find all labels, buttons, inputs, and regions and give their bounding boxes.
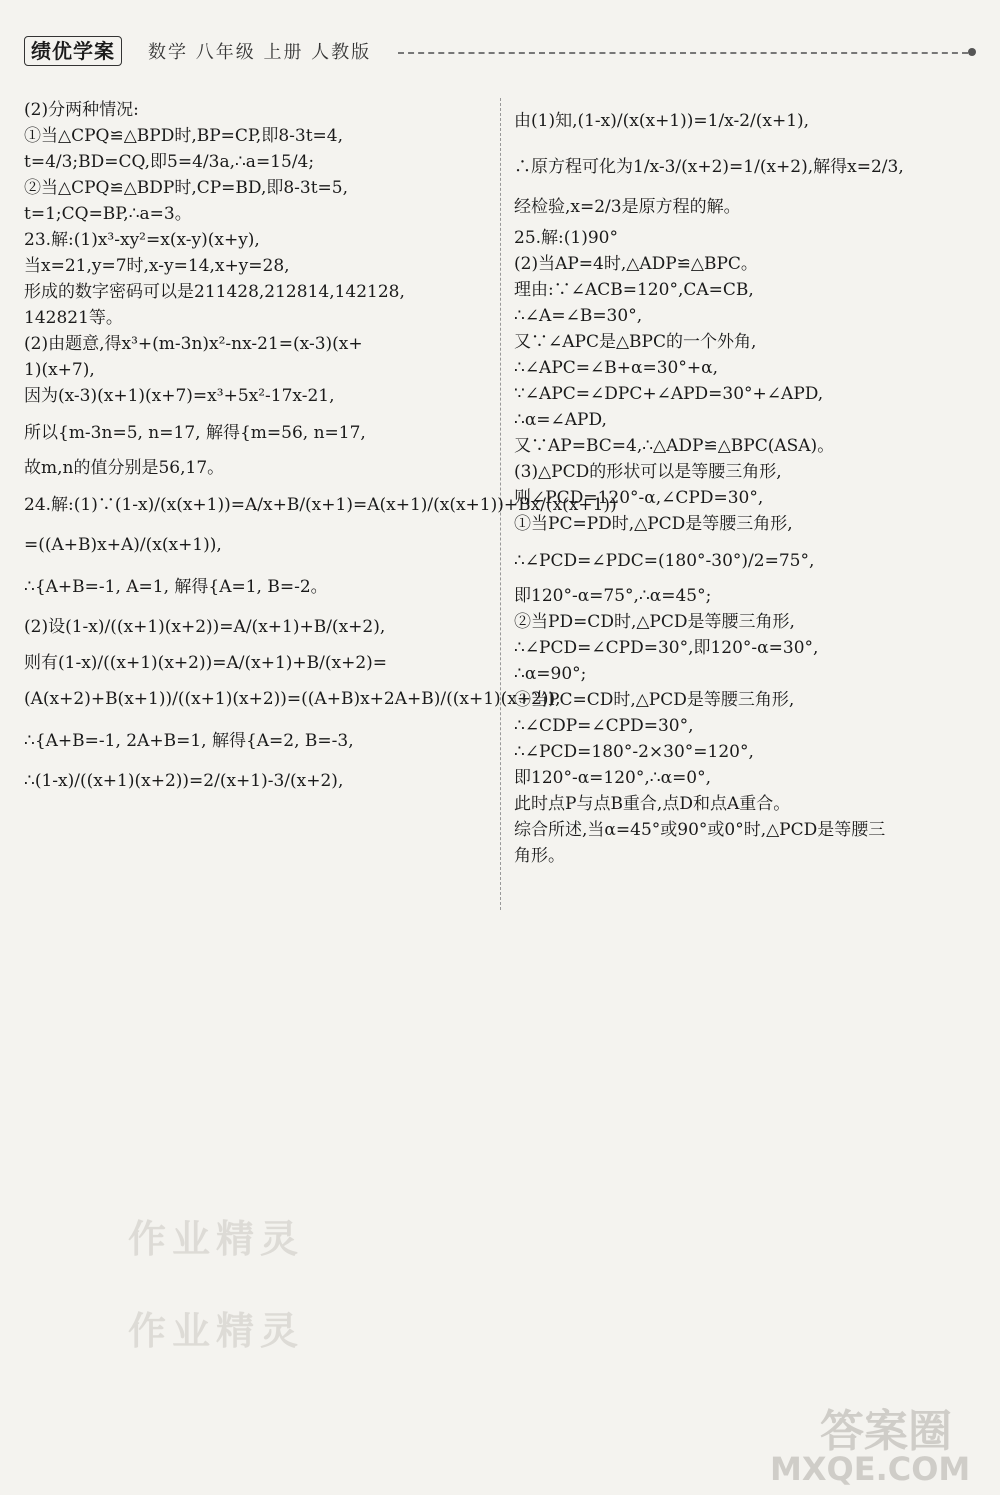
text-line: 当x=21,y=7时,x-y=14,x+y=28, bbox=[24, 256, 290, 276]
header-dot bbox=[968, 48, 976, 56]
watermark-text: 作业精灵 bbox=[128, 1216, 305, 1261]
text-line: ①当PC=PD时,△PCD是等腰三角形, bbox=[514, 514, 793, 534]
watermark-url: MXQE.COM bbox=[770, 1450, 971, 1488]
text-line: 经检验,x=2/3是原方程的解。 bbox=[514, 197, 741, 217]
page-header bbox=[0, 0, 1000, 70]
text-line: t=1;CQ=BP,∴a=3。 bbox=[24, 204, 192, 224]
text-line: 又∵AP=BC=4,∴△ADP≌△BPC(ASA)。 bbox=[514, 436, 835, 456]
text-line: ∴(1-x)/((x+1)(x+2))=2/(x+1)-3/(x+2), bbox=[24, 771, 344, 791]
text-line: 142821等。 bbox=[24, 308, 123, 328]
text-line: ∴∠PCD=∠PDC=(180°-30°)/2=75°, bbox=[514, 551, 815, 571]
text-line: ∴α=∠APD, bbox=[514, 410, 607, 430]
text-line: ∴∠PCD=∠CPD=30°,即120°-α=30°, bbox=[514, 638, 819, 658]
text-line: ∴∠APC=∠B+α=30°+α, bbox=[514, 358, 718, 378]
text-line: (2)设(1-x)/((x+1)(x+2))=A/(x+1)+B/(x+2), bbox=[24, 617, 386, 637]
text-line: 由(1)知,(1-x)/(x(x+1))=1/x-2/(x+1), bbox=[514, 111, 810, 131]
text-line: ∴α=90°; bbox=[514, 664, 587, 684]
text-line: 形成的数字密码可以是211428,212814,142128, bbox=[24, 282, 405, 302]
right-column bbox=[514, 98, 984, 870]
text-line: t=4/3;BD=CQ,即5=4/3a,∴a=15/4; bbox=[24, 152, 315, 172]
text-line: 角形。 bbox=[514, 846, 565, 866]
text-line: ∵∠APC=∠DPC+∠APD=30°+∠APD, bbox=[514, 384, 824, 404]
text-line: (2)分两种情况: bbox=[24, 100, 139, 120]
text-line: (A(x+2)+B(x+1))/((x+1)(x+2))=((A+B)x+2A+B)/((x+1)(x+2)), bbox=[24, 689, 561, 709]
subject-info: 数学 八年级 上册 人教版 bbox=[148, 42, 372, 63]
brand-label: 绩优学案 bbox=[24, 36, 122, 66]
watermark-text: 作业精灵 bbox=[128, 1308, 305, 1353]
text-line: (2)当AP=4时,△ADP≌△BPC。 bbox=[514, 254, 758, 274]
header-dashed-rule bbox=[398, 52, 968, 54]
text-line: ①当△CPQ≌△BPD时,BP=CP,即8-3t=4, bbox=[24, 126, 343, 146]
text-line: (3)△PCD的形状可以是等腰三角形, bbox=[514, 462, 782, 482]
text-line: ∴∠A=∠B=30°, bbox=[514, 306, 643, 326]
text-line: 因为(x-3)(x+1)(x+7)=x³+5x²-17x-21, bbox=[24, 386, 335, 406]
text-line: ②当PD=CD时,△PCD是等腰三角形, bbox=[514, 612, 795, 632]
text-line: ②当△CPQ≌△BDP时,CP=BD,即8-3t=5, bbox=[24, 178, 349, 198]
text-line: 23.解:(1)x³-xy²=x(x-y)(x+y), bbox=[24, 230, 260, 250]
text-line: 此时点P与点B重合,点D和点A重合。 bbox=[514, 794, 791, 814]
watermark-logo: 答案圈 bbox=[820, 1406, 952, 1457]
text-line: 则有(1-x)/((x+1)(x+2))=A/(x+1)+B/(x+2)= bbox=[24, 653, 388, 673]
text-line: 综合所述,当α=45°或90°或0°时,△PCD是等腰三 bbox=[514, 820, 886, 840]
text-line: =((A+B)x+A)/(x(x+1)), bbox=[24, 535, 222, 555]
text-line: 理由:∵∠ACB=120°,CA=CB, bbox=[514, 280, 754, 300]
text-line: ∴{A+B=-1, A=1, 解得{A=1, B=-2。 bbox=[24, 577, 328, 597]
text-line: ∴∠PCD=180°-2×30°=120°, bbox=[514, 742, 754, 762]
text-line: ∴{A+B=-1, 2A+B=1, 解得{A=2, B=-3, bbox=[24, 731, 354, 751]
text-line: 24.解:(1)∵(1-x)/(x(x+1))=A/x+B/(x+1)=A(x+1)/(x(x+1))+Bx/(x(x+1)) bbox=[24, 495, 617, 515]
text-line: 所以{m-3n=5, n=17, 解得{m=56, n=17, bbox=[24, 423, 366, 443]
text-line: 即120°-α=75°,∴α=45°; bbox=[514, 586, 712, 606]
text-line: 25.解:(1)90° bbox=[514, 228, 618, 248]
text-line: (2)由题意,得x³+(m-3n)x²-nx-21=(x-3)(x+ bbox=[24, 334, 363, 354]
text-line: 故m,n的值分别是56,17。 bbox=[24, 458, 225, 478]
text-line: ③当PC=CD时,△PCD是等腰三角形, bbox=[514, 690, 795, 710]
text-line: ∴∠CDP=∠CPD=30°, bbox=[514, 716, 694, 736]
text-line: 1)(x+7), bbox=[24, 360, 95, 380]
text-line: 则∠PCD=120°-α,∠CPD=30°, bbox=[514, 488, 764, 508]
text-line: 即120°-α=120°,∴α=0°, bbox=[514, 768, 712, 788]
text-line: ∴原方程可化为1/x-3/(x+2)=1/(x+2),解得x=2/3, bbox=[514, 157, 904, 177]
text-line: 又∵∠APC是△BPC的一个外角, bbox=[514, 332, 757, 352]
